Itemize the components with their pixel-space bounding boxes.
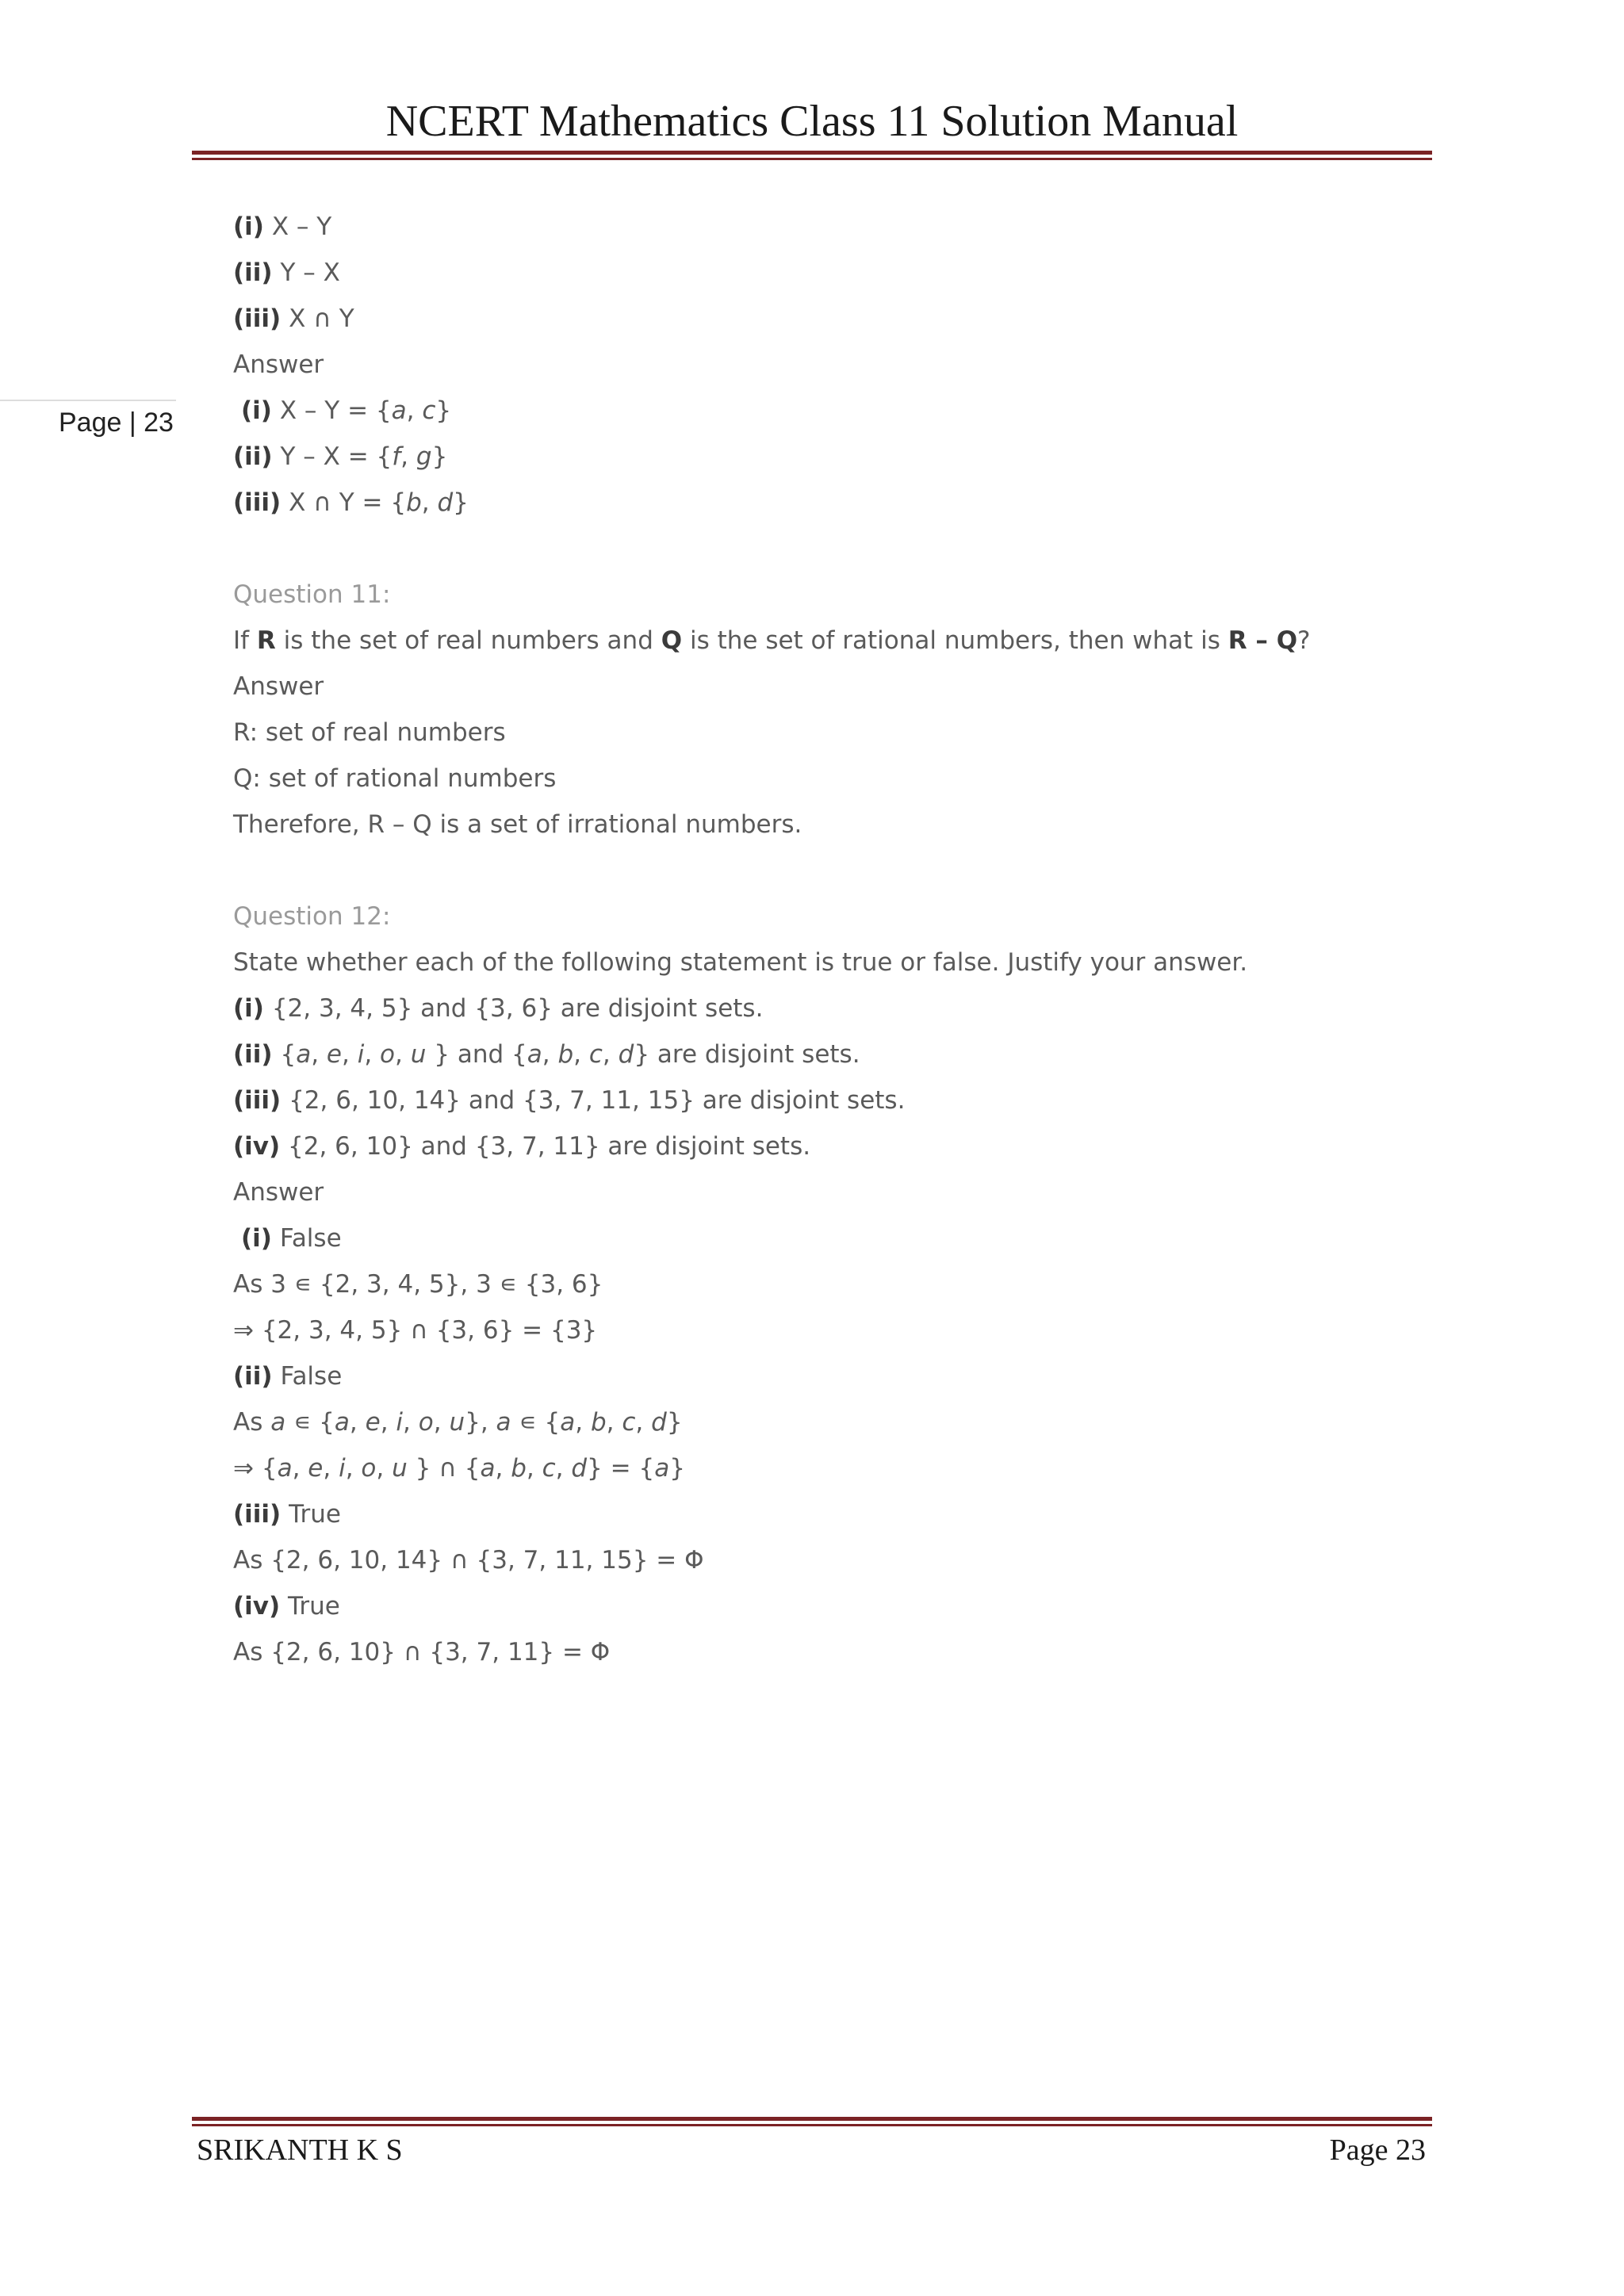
answer-line: As a ∊ {a, e, i, o, u}, a ∊ {a, b, c, d} — [233, 1408, 683, 1437]
answer-line: R: set of real numbers — [233, 718, 506, 747]
question-part: (iii) X ∩ Y — [233, 304, 354, 333]
answer-line: ⇒ {a, e, i, o, u } ∩ {a, b, c, d} = {a} — [233, 1454, 685, 1483]
answer-label: Answer — [233, 1178, 324, 1207]
question-11-heading: Question 11: — [233, 580, 391, 609]
answer-verdict: (iv) True — [233, 1592, 340, 1621]
answer-verdict: (ii) False — [233, 1362, 343, 1391]
margin-page-number: Page | 23 — [59, 408, 174, 438]
answer-line: (iii) X ∩ Y = {b, d} — [233, 488, 469, 517]
question-11-text: If R is the set of real numbers and Q is the set of rational numbers, then what is R – Q? — [233, 626, 1311, 655]
answer-line: Q: set of rational numbers — [233, 764, 557, 793]
question-part: (i) X – Y — [233, 212, 332, 241]
question-part: (ii) Y – X — [233, 258, 340, 287]
footer-rule — [192, 2117, 1432, 2121]
footer-rule-thin — [192, 2124, 1432, 2126]
page-header-title: NCERT Mathematics Class 11 Solution Manual — [385, 97, 1239, 146]
question-12-text: State whether each of the following statement is true or false. Justify your answer. — [233, 948, 1248, 977]
answer-label: Answer — [233, 672, 324, 701]
answer-verdict: (i) False — [241, 1224, 342, 1253]
answer-line: Therefore, R – Q is a set of irrational numbers. — [233, 810, 802, 839]
question-part: (iii) {2, 6, 10, 14} and {3, 7, 11, 15} are disjoint sets. — [233, 1086, 906, 1115]
answer-line: As {2, 6, 10, 14} ∩ {3, 7, 11, 15} = Φ — [233, 1546, 704, 1575]
footer-page-number: Page 23 — [1329, 2133, 1426, 2167]
question-part: (ii) {a, e, i, o, u } and {a, b, c, d} are disjoint sets. — [233, 1040, 860, 1069]
header-rule-thin — [192, 158, 1432, 160]
margin-divider — [0, 400, 176, 401]
answer-verdict: (iii) True — [233, 1500, 341, 1529]
answer-label: Answer — [233, 350, 324, 379]
question-part: (iv) {2, 6, 10} and {3, 7, 11} are disjoint sets. — [233, 1132, 811, 1161]
answer-line: As 3 ∊ {2, 3, 4, 5}, 3 ∊ {3, 6} — [233, 1270, 603, 1299]
answer-line: (ii) Y – X = {f, g} — [233, 442, 448, 471]
question-12-heading: Question 12: — [233, 902, 391, 931]
answer-line: ⇒ {2, 3, 4, 5} ∩ {3, 6} = {3} — [233, 1316, 598, 1345]
answer-line: (i) X – Y = {a, c} — [241, 396, 452, 425]
header-rule — [192, 151, 1432, 155]
question-part: (i) {2, 3, 4, 5} and {3, 6} are disjoint sets. — [233, 994, 764, 1023]
answer-line: As {2, 6, 10} ∩ {3, 7, 11} = Φ — [233, 1638, 611, 1667]
footer-author: SRIKANTH K S — [197, 2133, 403, 2167]
